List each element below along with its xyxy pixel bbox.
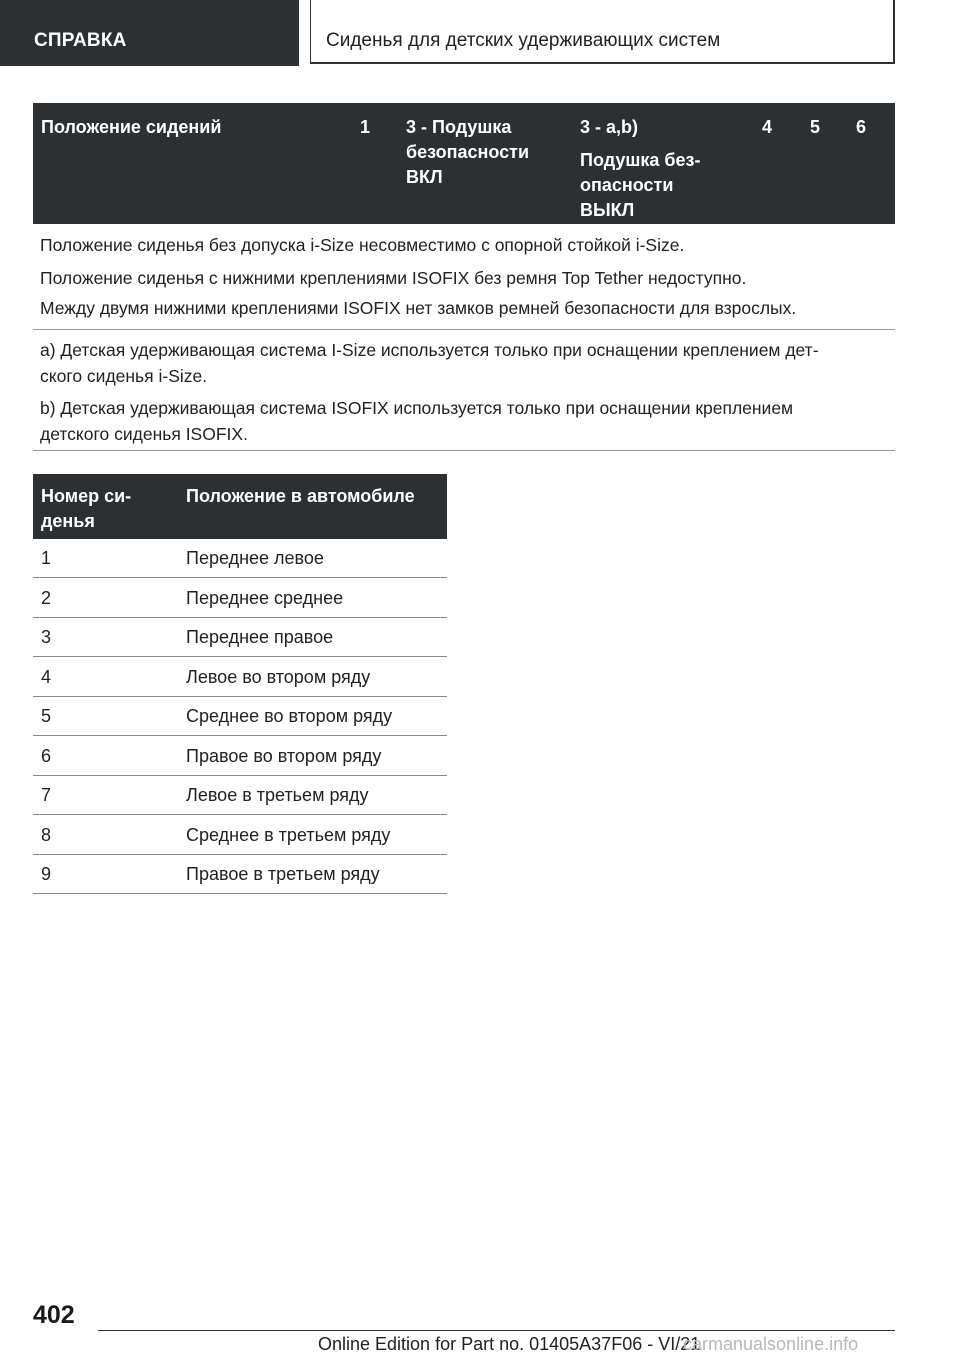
header-seat-6: 6 [856,117,867,137]
seat-number: 9 [41,864,52,884]
footer-divider [98,1330,895,1331]
header-seat-3-airbag-on: 3 - Подушка безопасности ВКЛ [406,117,530,187]
table-row [33,618,447,657]
seat-number: 7 [41,785,52,805]
note-belt-buckles: Между двумя нижними креплениями ISOFIX нет замков ремней безопасности для взрослых. [40,298,797,318]
seat-number: 1 [41,548,52,568]
seat-position: Среднее в третьем ряду [186,825,391,845]
seat-position: Переднее левое [186,548,324,568]
header-seat-5: 5 [810,117,821,137]
watermark: carmanualsonline.info [683,1334,859,1354]
header-vehicle-position: Положение в автомобиле [186,486,415,506]
table-row [33,697,447,736]
footnote-b: b) Детская удерживающая система ISOFIX используется только при оснащении креплением детского сиденья ISOFIX. [40,398,794,444]
header-seat-4: 4 [762,117,773,137]
section-label: СПРАВКА [34,30,127,51]
page-number: 402 [33,1301,75,1329]
seat-position: Правое во втором ряду [186,746,382,766]
header-seat-3-airbag-off: 3 - a,b) Подушка без- опасности ВЫКЛ [580,117,701,220]
table-row [33,539,447,578]
seat-position: Левое в третьем ряду [186,785,369,805]
seat-number: 4 [41,667,52,687]
section-tab [0,0,299,66]
edition-info: Online Edition for Part no. 01405A37F06 - VI/21 [318,1334,701,1354]
seat-position: Среднее во втором ряду [186,706,393,726]
seat-number: 2 [41,588,52,608]
seat-number: 5 [41,706,52,726]
header-seat-number: Номер си- денья [41,486,132,531]
seat-number: 8 [41,825,52,845]
chapter-header [310,0,895,64]
table-row [33,658,447,697]
table-row [33,737,447,776]
seat-position: Левое во втором ряду [186,667,371,687]
seat-position: Правое в третьем ряду [186,864,380,884]
divider [33,450,895,451]
position-table-header [33,474,447,539]
seat-position: Переднее правое [186,627,334,647]
table-row [33,855,447,894]
footnote-a: a) Детская удерживающая система I-Size используется только при оснащении креплением дет- ского сиденья i-Size. [40,340,819,386]
seat-number: 6 [41,746,52,766]
header-seat-1: 1 [360,117,371,137]
header-seat-position: Положение сидений [41,117,222,137]
table-row [33,776,447,815]
seat-number: 3 [41,627,52,647]
divider [33,329,895,330]
note-isize: Положение сиденья без допуска i-Size несовместимо с опорной стойкой i-Size. [40,235,685,255]
table-row [33,579,447,618]
table-row [33,816,447,855]
chapter-title: Сиденья для детских удерживающих систем [326,30,721,51]
note-top-tether: Положение сиденья с нижними креплениями ISOFIX без ремня Top Tether недоступно. [40,268,747,288]
seat-position: Переднее среднее [186,588,344,608]
seat-table-header [33,103,895,224]
